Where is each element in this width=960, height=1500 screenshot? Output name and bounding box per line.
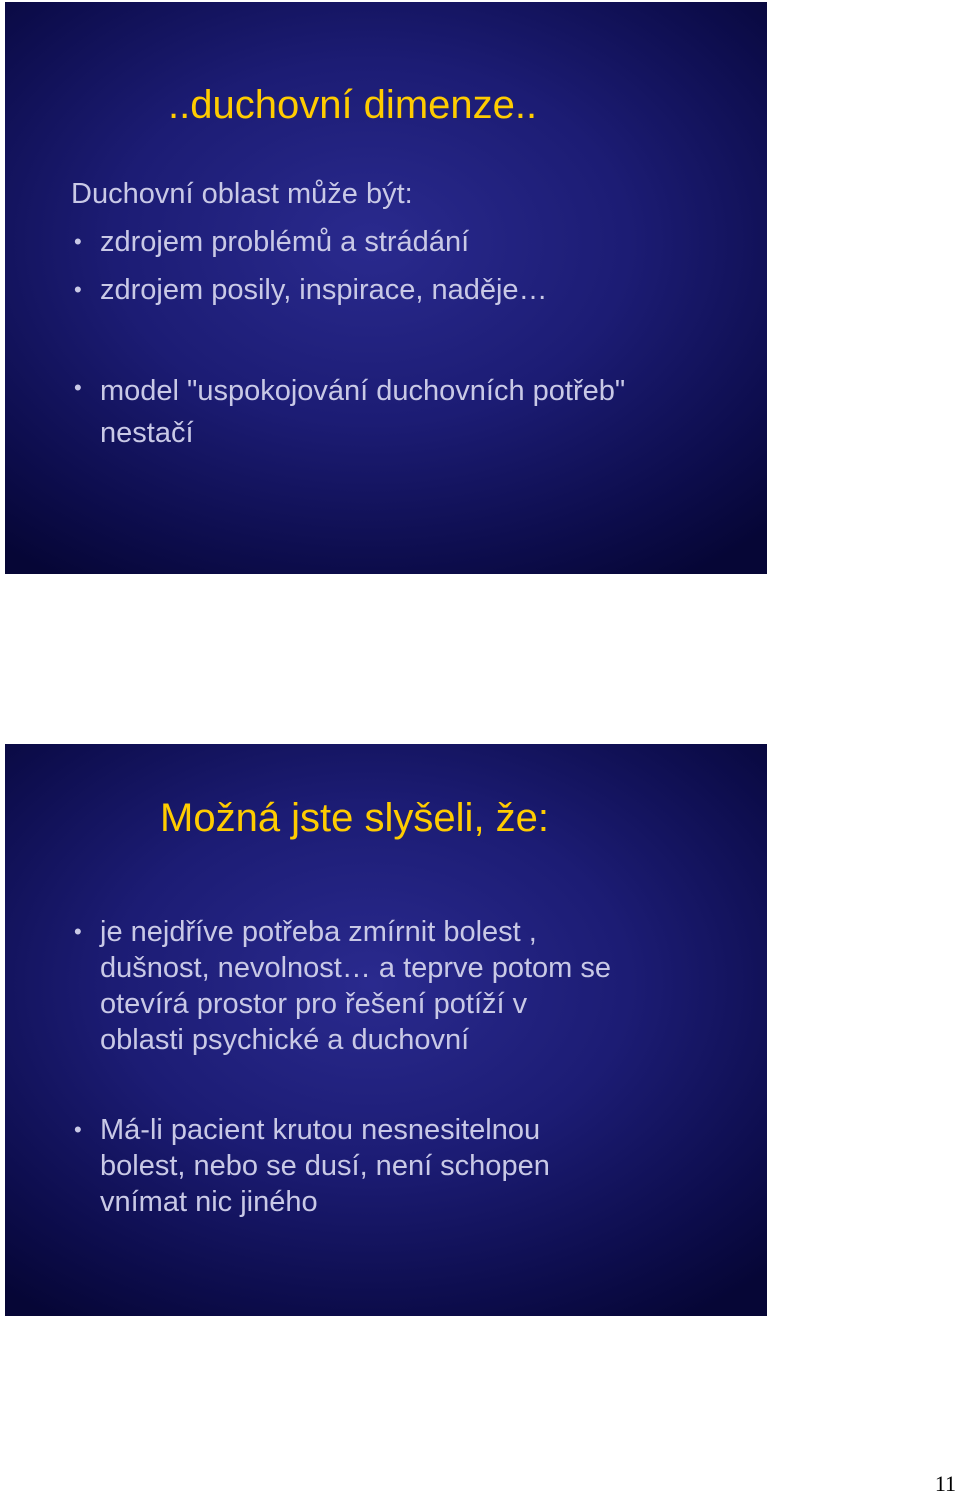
bullet-line: dušnost, nevolnost… a teprve potom se [100,952,612,984]
bullet-icon: • [74,1117,82,1142]
bullet-line: Má-li pacient krutou nesnesitelnou [100,1114,541,1146]
slide-title: Možná jste slyšeli, že: [160,796,550,840]
bullet-text [100,224,469,260]
slide-1 [5,2,767,574]
bullet-icon: • [74,919,82,944]
bullet-line: zdrojem problémů a strádání [100,226,470,258]
bullet-icon: • [74,229,82,254]
page-number: 11 [934,1471,956,1496]
bullet-icon: • [74,277,82,302]
bullet-line: model "uspokojování duchovních potřeb" [100,375,626,407]
bullet-line: je nejdříve potřeba zmírnit bolest , [100,916,537,948]
bullet-text [100,370,625,454]
bullet-line: oblasti psychické a duchovní [100,1024,470,1056]
slide-2 [5,744,767,1316]
bullet-text [100,272,548,308]
bullet-icon: • [74,375,82,400]
bullet-line: vnímat nic jiného [100,1186,318,1218]
bullet-line: nestačí [100,417,194,449]
bullet-text [100,1112,550,1220]
slide-intro: Duchovní oblast může být: [71,178,413,210]
bullet-line: zdrojem posily, inspirace, naděje… [100,274,548,306]
slide-title: ..duchovní dimenze.. [168,83,538,127]
bullet-line: otevírá prostor pro řešení potíží v [100,988,528,1020]
bullet-line: bolest, nebo se dusí, není schopen [100,1150,550,1182]
bullet-text [100,914,611,1058]
